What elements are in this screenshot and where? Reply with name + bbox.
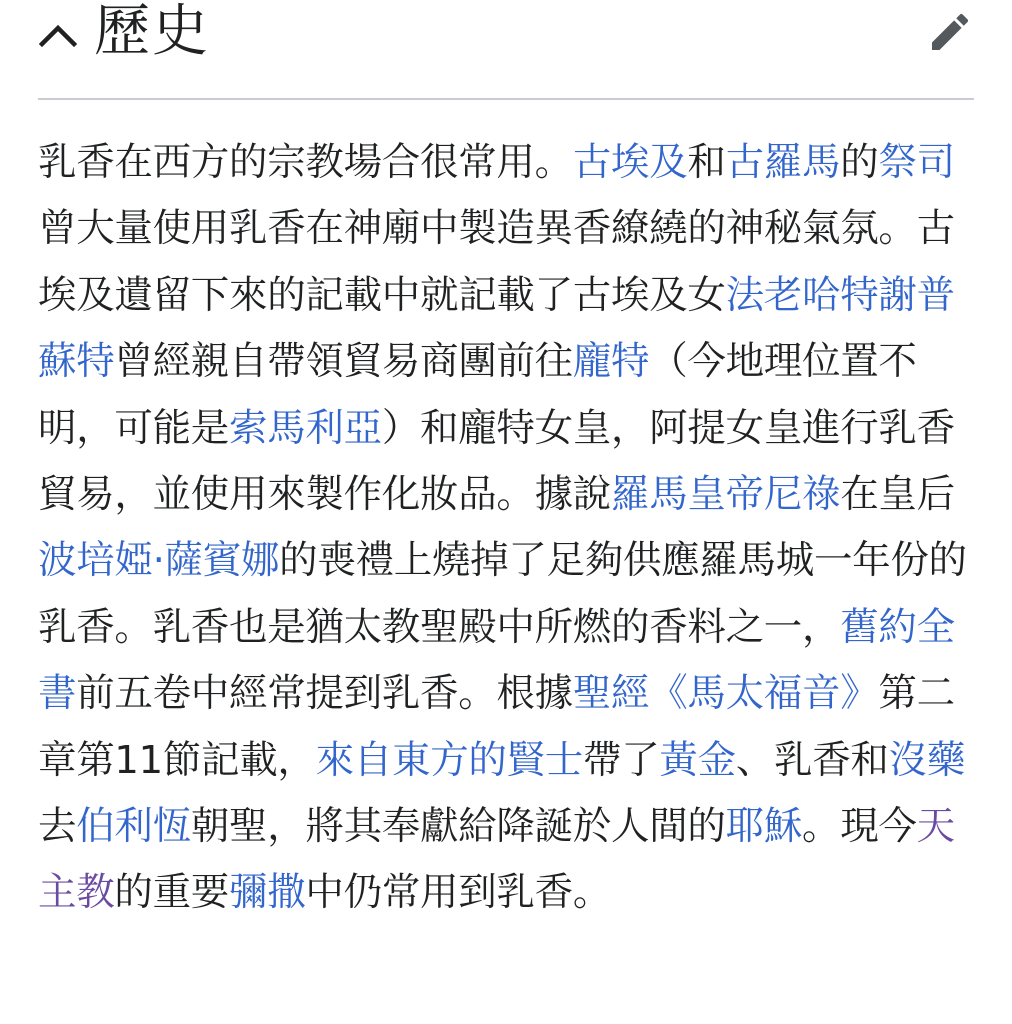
article-link[interactable]: 天主教 xyxy=(38,804,955,916)
article-link[interactable]: 祭司 xyxy=(878,140,955,185)
article-link[interactable]: 伯利恆 xyxy=(76,804,191,850)
paragraph-text: （今地理位置不明，可能是 xyxy=(38,339,917,451)
article-link[interactable]: 舊約全書 xyxy=(38,604,955,717)
article-link[interactable]: 來自東方的賢士 xyxy=(315,737,583,783)
article-link[interactable]: 羅馬皇帝尼祿 xyxy=(611,472,841,518)
article-link[interactable]: 聖經《馬太福音》 xyxy=(572,671,879,717)
paragraph-text: 的重要 xyxy=(114,870,230,916)
paragraph-text: 曾大量使用乳香在神廟中製造異香繚繞的神秘氣氛。古埃及遺留下來的記載中就記載了古埃及女 xyxy=(38,206,955,318)
article-link[interactable]: 古埃及 xyxy=(572,140,688,185)
paragraph-text: 乳香在西方的宗教場合很常用。 xyxy=(38,140,573,185)
article-link[interactable]: 波培婭·薩賓娜 xyxy=(38,538,280,584)
paragraph-text: 中仍常用到乳香。 xyxy=(305,870,612,916)
paragraph-text: 。現今 xyxy=(802,804,917,850)
paragraph-text: 去 xyxy=(38,804,77,850)
article-link[interactable]: 黃金 xyxy=(659,737,736,783)
paragraph-text: 、乳香和 xyxy=(735,737,889,783)
article-paragraph xyxy=(38,130,978,927)
article-link[interactable]: 索馬利亞 xyxy=(229,405,382,451)
paragraph-text: 的喪禮上燒掉了足夠供應羅馬城一年份的乳香。乳香也是猶太教聖殿中所燃的香料之一， xyxy=(38,538,967,650)
paragraph-text: 曾經親自帶領貿易商團前往 xyxy=(114,339,573,385)
article-link[interactable]: 彌撒 xyxy=(229,870,306,916)
paragraph-text: 朝聖，將其奉獻給降誕於人間的 xyxy=(190,804,726,850)
paragraph-text: 前五卷中經常提到乳香。根據 xyxy=(76,671,573,717)
paragraph-text: 的 xyxy=(840,140,879,185)
article-link[interactable]: 沒藥 xyxy=(888,737,966,783)
article-link[interactable]: 龐特 xyxy=(572,339,650,385)
paragraph-text: 和 xyxy=(687,140,726,185)
section-title: 歷史 xyxy=(94,0,210,64)
paragraph-text: 第二章第11節記載， xyxy=(38,671,955,783)
chevron-up-icon[interactable] xyxy=(38,18,78,54)
pencil-icon[interactable] xyxy=(926,8,974,56)
article-link[interactable]: 耶穌 xyxy=(725,804,803,850)
section-header xyxy=(38,0,974,100)
paragraph-text: 在皇后 xyxy=(840,472,955,518)
article-link[interactable]: 法老哈特謝普蘇特 xyxy=(38,272,955,385)
article-link[interactable]: 古羅馬 xyxy=(725,140,841,185)
paragraph-text: 帶了 xyxy=(583,737,660,783)
paragraph-text: ）和龐特女皇，阿提女皇進行乳香貿易，並使用來製作化妝品。據說 xyxy=(38,405,955,518)
